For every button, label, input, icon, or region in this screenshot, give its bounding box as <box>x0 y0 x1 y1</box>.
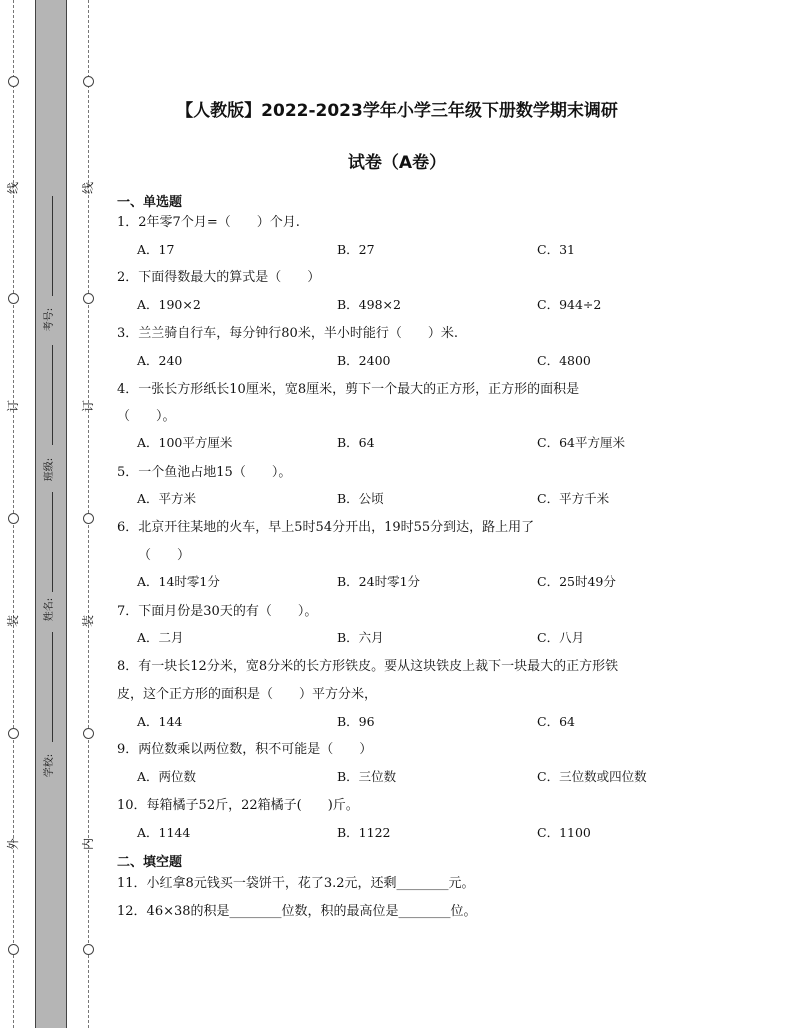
option-c: C．三位数或四位数 <box>537 769 647 784</box>
option-b: B．24时零1分 <box>337 574 421 589</box>
option-c: C．八月 <box>537 630 585 645</box>
fill-question-12: 12．46×38的积是________位数，积的最高位是________位。 <box>117 904 477 919</box>
name-label: 姓名: <box>44 597 56 622</box>
section-heading: 二、填空题 <box>117 855 183 870</box>
option-a: A．17 <box>137 242 175 257</box>
option-c: C．4800 <box>537 353 591 368</box>
option-b: B．1122 <box>337 825 391 840</box>
option-a: A．144 <box>137 714 183 729</box>
binding-hole-icon <box>8 944 19 955</box>
question-8: 8．有一块长12分米，宽8分米的长方形铁皮。要从这块铁皮上裁下一块最大的正方形铁 <box>117 659 619 674</box>
margin-char-inner: 装 <box>81 615 95 628</box>
option-b: B．498×2 <box>337 297 401 312</box>
option-b: B．2400 <box>337 353 391 368</box>
option-a: A．100平方厘米 <box>137 435 233 450</box>
option-a: A．平方米 <box>137 491 197 506</box>
option-a: A．14时零1分 <box>137 574 220 589</box>
question-5: 5．一个鱼池占地15（ ）。 <box>117 465 292 480</box>
option-c: C．1100 <box>537 825 591 840</box>
binding-hole-icon <box>8 513 19 524</box>
option-c: C．64 <box>537 714 575 729</box>
margin-char-inner: 内 <box>81 838 95 851</box>
binding-hole-icon <box>83 293 94 304</box>
binding-hole-icon <box>8 76 19 87</box>
class-line <box>52 345 53 445</box>
margin-char-inner: 订 <box>81 400 95 413</box>
option-b: B．三位数 <box>337 769 397 784</box>
option-c: C．31 <box>537 242 575 257</box>
school-line <box>52 632 53 742</box>
binding-hole-icon <box>8 293 19 304</box>
option-b: B．六月 <box>337 630 384 645</box>
binding-hole-icon <box>83 513 94 524</box>
exam-number-line <box>52 196 53 296</box>
fill-question-11: 11．小红拿8元钱买一袋饼干，花了3.2元，还剩________元。 <box>117 876 475 891</box>
binding-hole-icon <box>8 728 19 739</box>
page-subtitle: 试卷（A卷） <box>347 153 447 173</box>
option-c: C．平方千米 <box>537 491 610 506</box>
class-label: 班级: <box>44 457 56 482</box>
option-a: A．1144 <box>137 825 191 840</box>
binding-hole-icon <box>83 728 94 739</box>
option-b: B．27 <box>337 242 375 257</box>
question-10: 10．每箱橘子52斤，22箱橘子( )斤。 <box>117 798 359 813</box>
question-6: 6．北京开往某地的火车，早上5时54分开出，19时55分到达，路上用了 <box>117 520 535 535</box>
binding-hole-icon <box>83 76 94 87</box>
question-7: 7．下面月份是30天的有（ ）。 <box>117 604 318 619</box>
option-c: C．944÷2 <box>537 297 602 312</box>
option-c: C．25时49分 <box>537 574 616 589</box>
question-1: 1．2年零7个月=（ ）个月. <box>117 215 300 230</box>
option-b: B．公顷 <box>337 491 384 506</box>
option-c: C．64平方厘米 <box>537 435 625 450</box>
question-8-cont: 皮，这个正方形的面积是（ ）平方分米， <box>117 687 378 702</box>
option-a: A．两位数 <box>137 769 197 784</box>
question-4-cont: （ ）。 <box>117 409 176 424</box>
question-3: 3．兰兰骑自行车，每分钟行80米，半小时能行（ ）米. <box>117 326 458 341</box>
margin-char-outer: 装 <box>6 615 20 628</box>
margin-char-outer: 线 <box>6 182 20 195</box>
option-b: B．96 <box>337 714 375 729</box>
school-label: 学校: <box>44 753 56 778</box>
question-4: 4．一张长方形纸长10厘米，宽8厘米，剪下一个最大的正方形，正方形的面积是 <box>117 382 580 397</box>
margin-char-outer: 订 <box>6 400 20 413</box>
option-a: A．240 <box>137 353 183 368</box>
page-title: 【人教版】2022-2023学年小学三年级下册数学期末调研 <box>176 101 618 121</box>
option-b: B．64 <box>337 435 375 450</box>
binding-hole-icon <box>83 944 94 955</box>
name-line <box>52 492 53 592</box>
section-heading: 一、单选题 <box>117 195 183 210</box>
option-a: A．二月 <box>137 630 184 645</box>
question-9: 9．两位数乘以两位数，积不可能是（ ） <box>117 742 373 757</box>
question-2: 2．下面得数最大的算式是（ ） <box>117 270 321 285</box>
option-a: A．190×2 <box>137 297 201 312</box>
exam-number-label: 考号: <box>44 307 56 332</box>
margin-char-outer: 外 <box>6 838 20 851</box>
margin-char-inner: 线 <box>81 182 95 195</box>
question-6-cont: （ ） <box>138 548 191 563</box>
